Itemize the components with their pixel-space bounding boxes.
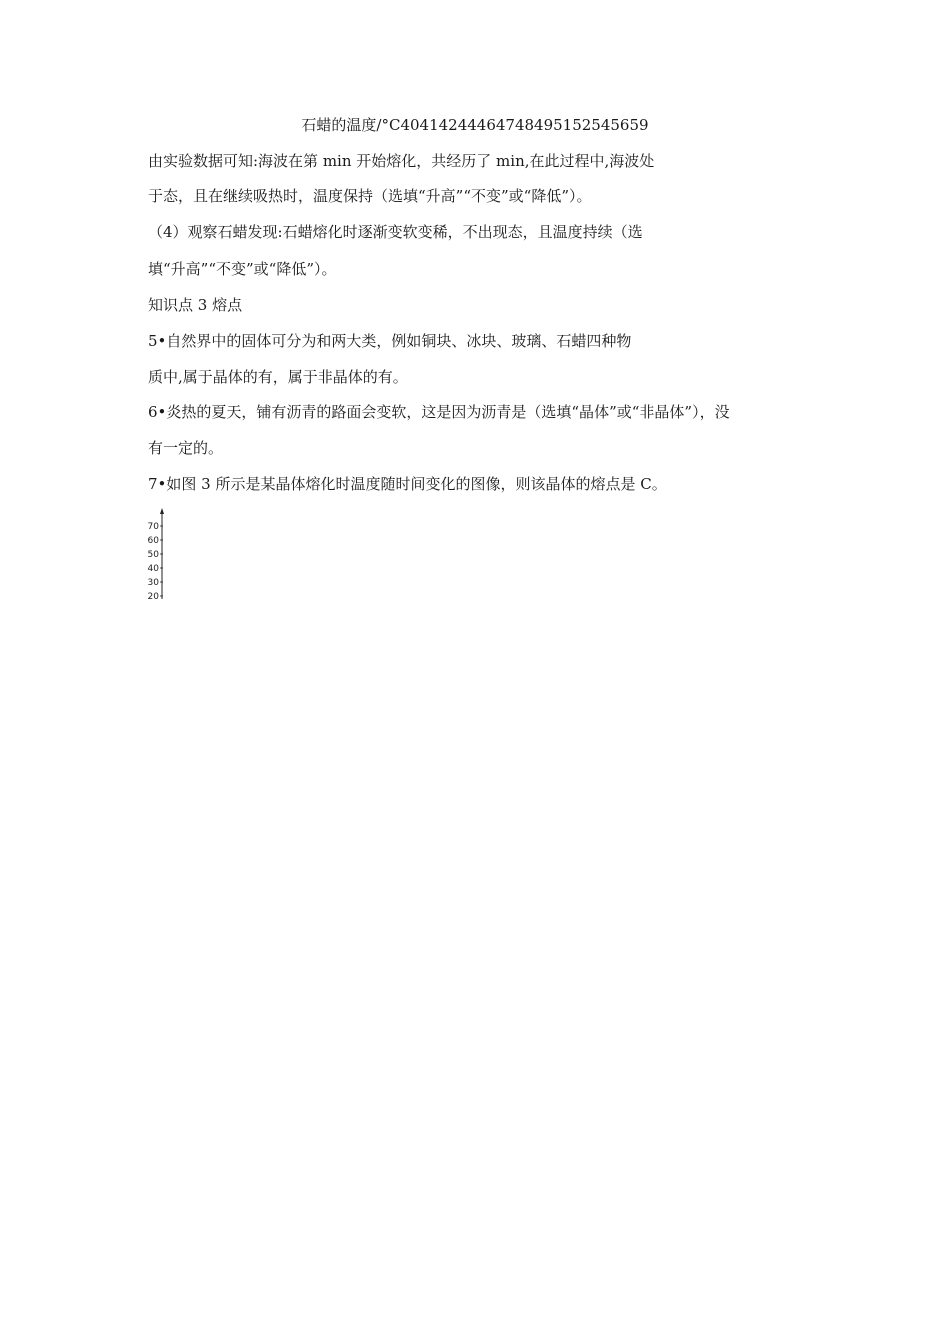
y-tick-label: 30 (147, 578, 159, 588)
question-6-line-2: 有一定的。 (148, 439, 224, 457)
y-tick-label: 40 (147, 564, 159, 574)
y-axis-arrow (160, 508, 164, 514)
table-row-text: 石蜡的温度/°C40414244464748495152545659 (301, 116, 649, 134)
paragraph-line-1: 由实验数据可知:海波在第 min 开始熔化，共经历了 min,在此过程中,海波处 (148, 152, 655, 170)
paragraph-line-4: 填“升高”“不变”或“降低”）。 (148, 260, 337, 278)
y-tick-label: 20 (147, 592, 159, 602)
temperature-graph-figure (144, 506, 174, 604)
y-tick-label: 60 (147, 536, 159, 546)
question-5-line-2: 质中,属于晶体的有，属于非晶体的有。 (148, 368, 408, 386)
question-6-line-1: 6•炎热的夏天，铺有沥青的路面会变软，这是因为沥青是（选填“晶体”或“非晶体”），没 (148, 403, 730, 421)
y-tick-label: 50 (147, 550, 159, 560)
question-5-line-1: 5•自然界中的固体可分为和两大类，例如铜块、冰块、玻璃、石蜡四种物 (148, 332, 632, 350)
question-7-line-1: 7•如图 3 所示是某晶体熔化时温度随时间变化的图像，则该晶体的熔点是 C。 (148, 475, 667, 493)
temperature-graph (144, 506, 174, 604)
paragraph-line-3: （4）观察石蜡发现:石蜡熔化时逐渐变软变稀，不出现态，且温度持续（选 (148, 223, 643, 241)
y-tick-label: 70 (147, 522, 159, 532)
paragraph-line-2: 于态，且在继续吸热时，温度保持（选填“升高”“不变”或“降低”）。 (148, 187, 592, 205)
section-heading: 知识点 3 熔点 (148, 296, 243, 314)
